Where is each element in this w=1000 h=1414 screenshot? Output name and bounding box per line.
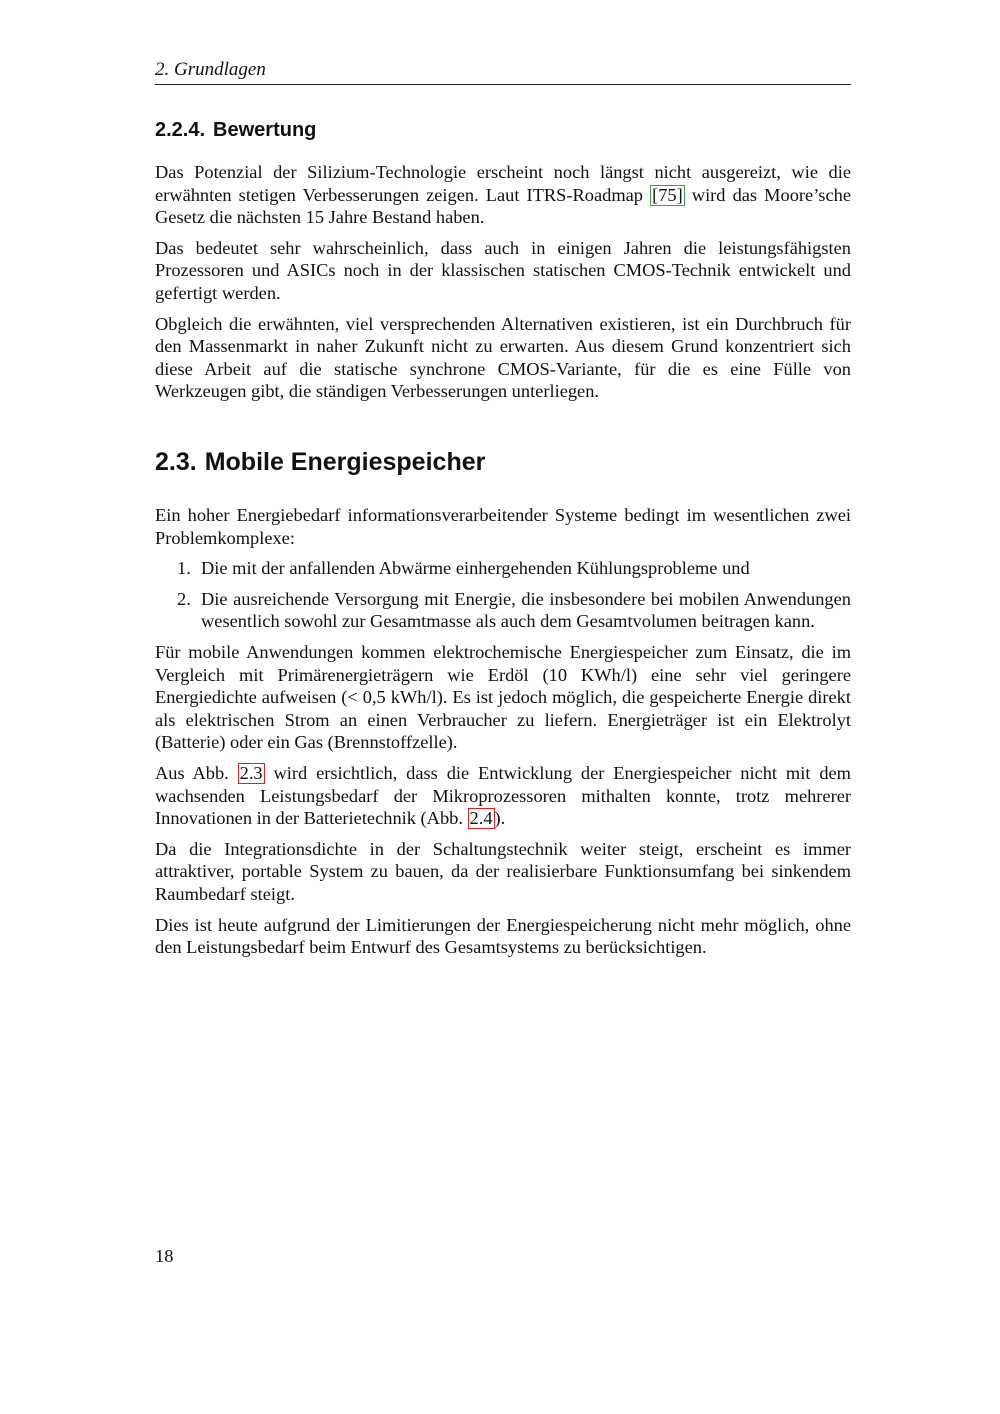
- section-title: Mobile Energiespeicher: [204, 448, 486, 476]
- figure-link-2-4[interactable]: 2.4: [469, 808, 493, 829]
- paragraph-alternatives: Obgleich die erwähnten, viel versprechenden Alternativen existieren, ist ein Durchbruch für den Massenmarkt in naher Zukunft nicht zu erwarten. Aus diesem Grund konzentriert sich diese Arbeit auf die statische synchrone CMOS-Variante, für die es eine Fülle von Werkzeugen gibt, die ständigen Verbesserungen unterliegen.: [155, 313, 851, 402]
- section-heading: [155, 446, 485, 478]
- subsection-heading: [155, 117, 316, 143]
- paragraph-limitation: Dies ist heute aufgrund der Limitierungen der Energiespeicherung nicht mehr möglich, ohne den Leistungsbedarf beim Entwurf des Gesamtsystems zu berücksichtigen.: [155, 914, 851, 958]
- paragraph-text: wird ersichtlich, dass die Entwicklung der Energiespeicher nicht mit dem wachsenden Leistungsbedarf der Mikroprozessoren mithalten konnte, trotz mehrerer Innovationen in der Batterietechnik (Abb.: [155, 762, 851, 829]
- paragraph-text: Aus Abb.: [155, 762, 238, 783]
- list-item: [155, 557, 851, 580]
- paragraph-cmos-outlook: Das bedeutet sehr wahrscheinlich, dass auch in einigen Jahren die leistungsfähigsten Prozessoren und ASICs noch in der klassischen statischen CMOS-Technik entwickelt und gefertigt werden.: [155, 237, 851, 303]
- paragraph-mobile-storage: Für mobile Anwendungen kommen elektrochemische Energiespeicher zum Einsatz, die im Vergleich mit Primärenergieträgern wie Erdöl (10 KWh/l) eine sehr viel geringere Energiedichte aufweisen (< 0,5 kWh/l). Es ist jedoch möglich, die gespeicherte Energie direkt als elektrischen Strom an einen Verbraucher zu liefern. Energieträger ist ein Elektrolyt (Batterie) oder ein Gas (Brennstoffzelle).: [155, 641, 851, 753]
- list-item: [155, 588, 851, 633]
- section-number: 2.3.: [155, 448, 197, 476]
- paragraph-text: ).: [494, 808, 506, 829]
- list-item-text: Die ausreichende Versorgung mit Energie, die insbesondere bei mobilen Anwendungen wesentlich sowohl zur Gesamtmasse als auch dem Gesamtvolumen beitragen kann.: [201, 588, 851, 632]
- list-item-number: 1.: [177, 558, 191, 579]
- paragraph-figure-reference: [155, 762, 851, 830]
- paragraph-text: Das Potenzial der Silizium-Technologie erscheint noch längst nicht ausgereizt, wie die erwähnten stetigen Verbesserungen zeigen. Laut ITRS-Roadmap: [155, 162, 851, 205]
- subsection-number: 2.2.4.: [155, 119, 206, 141]
- paragraph-text: wird das Moore’sche Gesetz die nächsten 15 Jahre Bestand haben.: [155, 184, 851, 228]
- figure-link-2-3[interactable]: 2.3: [239, 762, 263, 783]
- paragraph-silicon-potential: [155, 161, 851, 229]
- document-page: [155, 0, 851, 1414]
- list-item-text: Die mit der anfallenden Abwärme einhergehenden Kühlungsprobleme und: [201, 558, 750, 579]
- citation-link[interactable]: [75]: [652, 184, 683, 205]
- subsection-body: [155, 161, 851, 411]
- problem-list: [155, 557, 851, 633]
- running-header: [155, 58, 851, 85]
- paragraph-integration: Da die Integrationsdichte in der Schaltungstechnik weiter steigt, erscheint es immer attraktiver, portable System zu bauen, da der realisierbare Funktionsumfang bei sinkendem Raumbedarf steigt.: [155, 838, 851, 904]
- section-body: [155, 504, 851, 967]
- paragraph-intro: Ein hoher Energiebedarf informationsverarbeitender Systeme bedingt im wesentlichen zwei Problemkomplexe:: [155, 505, 851, 548]
- page-number: 18: [155, 1246, 174, 1266]
- running-header-title: 2. Grundlagen: [155, 59, 266, 80]
- list-item-number: 2.: [177, 588, 191, 609]
- subsection-title: Bewertung: [213, 119, 317, 141]
